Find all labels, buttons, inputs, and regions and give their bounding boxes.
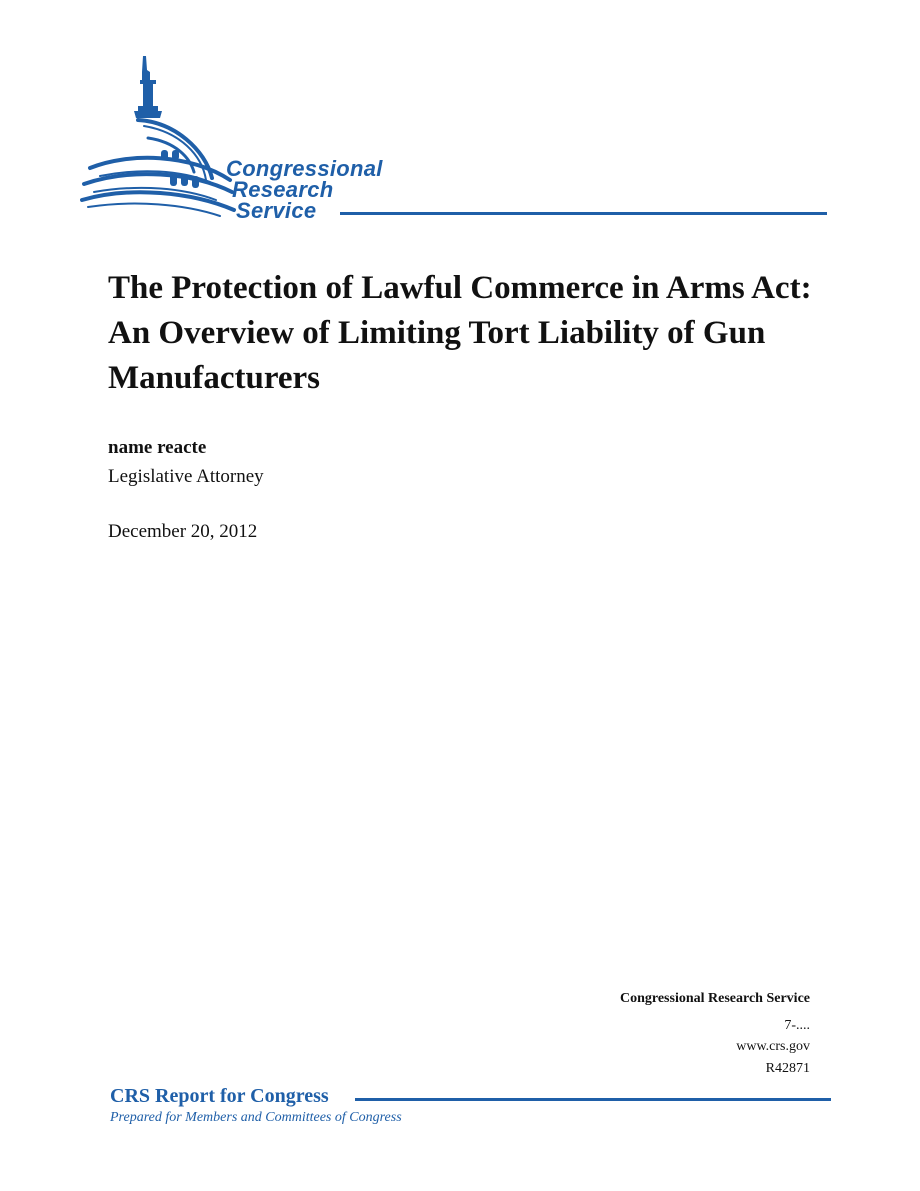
footer-subtitle: Prepared for Members and Committees of Congress [110,1110,402,1125]
author-name: name reacte [108,437,207,458]
report-number: R42871 [765,1061,810,1076]
author-role: Legislative Attorney [108,466,264,487]
crs-logo [80,50,830,230]
logo-text-congressional: Congressional [226,156,383,181]
capitol-dome-icon [80,50,250,225]
publisher-phone: 7-.... [784,1018,810,1033]
logo-divider [340,212,827,215]
logo-text-service: Service [236,198,317,223]
footer-divider [355,1098,831,1101]
logo-text-research: Research [232,177,334,202]
report-title: The Protection of Lawful Commerce in Arms Act: An Overview of Limiting Tort Liability of Gun Manufacturers [108,270,812,396]
footer-title: CRS Report for Congress [110,1085,329,1107]
publisher-url[interactable]: www.crs.gov [736,1039,810,1054]
publication-date: December 20, 2012 [108,521,258,542]
publisher-name: Congressional Research Service [619,991,810,1006]
